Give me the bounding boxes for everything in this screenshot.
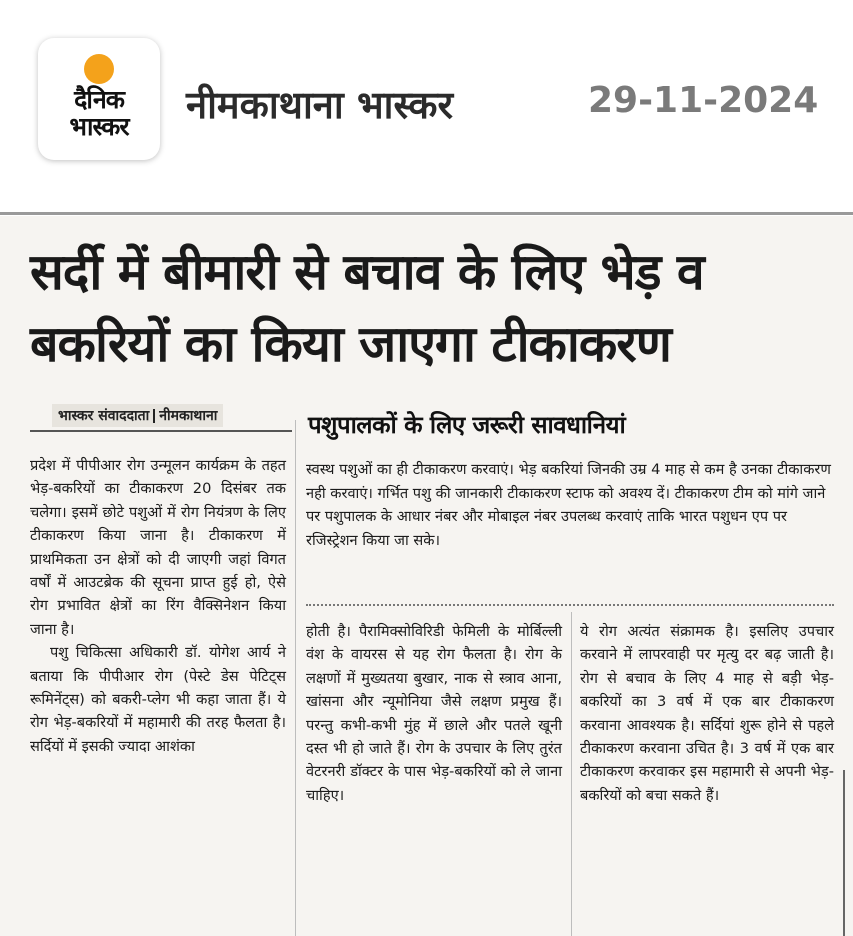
precautions-box-text: स्वस्थ पशुओं का ही टीकाकरण करवाएं। भेड़ बकरियां जिनकी उम्र 4 माह से कम है उनका टीकाकरण नही करवाएं। गर्भित पशु की जानकारी टीकाकरण स्टाफ को अवश्य दें। टीकाकरण टीम को मांगे जाने पर पशुपालक के आधार नंबर और मोबाइल नंबर उपलब्ध करवाएं ताकि भारत पशुधन एप पर रजिस्ट्रेशन किया जा सके। <box>306 461 831 549</box>
byline <box>52 404 223 427</box>
paragraph: पशु चिकित्सा अधिकारी डॉ. योगेश आर्य ने बताया कि पीपीआर रोग (पेस्टे डेस पेटिट्स रूमिनेंट्स) को बकरी-प्लेग भी कहा जाता हैं। ये रोग भेड़-बकरियों में महामारी की तरह फैलता है। सर्दियों में इसकी ज्यादा आशंका <box>30 644 286 755</box>
box-title: पशुपालकों के लिए जरूरी सावधानियां <box>308 411 626 439</box>
column-divider <box>295 420 296 936</box>
byline-rule <box>30 430 292 432</box>
logo-text-line1: दैनिक <box>74 85 124 114</box>
divider <box>0 212 853 215</box>
headline-line1: सर्दी में बीमारी से बचाव के लिए भेड़ व <box>30 243 704 301</box>
headline <box>30 236 830 380</box>
header <box>0 0 853 200</box>
paragraph: प्रदेश में पीपीआर रोग उन्मूलन कार्यक्रम के तहत भेड़-बकरियों का टीकाकरण 20 दिसंबर तक चलेगा। इसमें छोटे पशुओं में रोग नियंत्रण के लिए टीकाकरण किया जाना है। टीकाकरण में प्राथमिकता उन क्षेत्रों को दी जाएगी जहां विगत वर्षों में आउटब्रेक की सूचना प्राप्त हुई हो, ऐसे रोग प्रभावित क्षेत्रों का रिंग वैक्सिनेशन किया जाना है। <box>30 457 286 638</box>
byline-separator <box>153 409 155 423</box>
dotted-divider <box>306 604 834 606</box>
paragraph: ये रोग अत्यंत संक्रामक है। इसलिए उपचार करवाने में लापरवाही पर मृत्यु दर बढ़ जाती है। रोग से बचाव के लिए 4 माह से बड़ी भेड़-बकरियों का 3 वर्ष में एक बार टीकाकरण करवाना आवश्यक है। सर्दियां शुरू होने से पहले टीकाकरण करवाना उचित है। 3 वर्ष में एक बार टीकाकरण करवाकर इस महामारी से अपनी भेड़-बकरियों को बचा सकते हैं। <box>580 623 834 804</box>
column-2 <box>306 620 562 807</box>
logo-text-line2: भास्कर <box>69 112 129 141</box>
edition-title: नीमकाथाना भास्कर <box>186 83 454 127</box>
page-edge <box>843 770 845 936</box>
edition-date: 29-11-2024 <box>588 80 819 121</box>
headline-line2: बकरियों का किया जाएगा टीकाकरण <box>30 315 671 373</box>
paragraph: होती है। पैरामिक्सोविरिडी फेमिली के मोर्बिल्ली वंश के वायरस से यह रोग फैलता है। रोग के लक्षणों में मुख्यतया बुखार, नाक से स्त्राव आना, खांसना और न्यूमोनिया जैसे लक्षण प्रमुख हैं। परन्तु कभी-कभी मुंह में छाले और पतले खूनी दस्त भी हो जाते हैं। रोग के उपचार के लिए तुरंत वेटरनरी डॉक्टर के पास भेड़-बकरियों को ले जाना चाहिए। <box>306 623 562 804</box>
column-3 <box>580 620 834 807</box>
logo-text <box>38 86 160 140</box>
column-1 <box>30 454 286 758</box>
column-divider <box>571 612 572 936</box>
byline-place: नीमकाथाना <box>159 408 218 424</box>
dainik-bhaskar-logo[interactable] <box>38 38 160 160</box>
sun-icon <box>84 54 114 84</box>
byline-reporter: भास्कर संवाददाता <box>58 408 150 424</box>
